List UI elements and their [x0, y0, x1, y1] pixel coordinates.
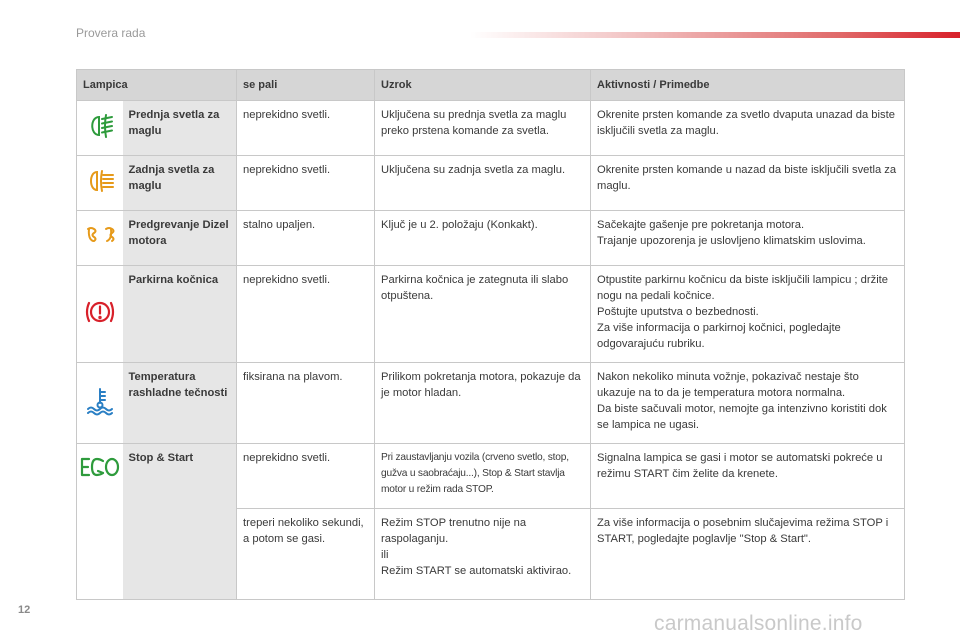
- table-header-row: [77, 70, 905, 101]
- table-row: [77, 211, 905, 266]
- lamp-action: Signalna lampica se gasi i motor se automatski pokreće u režimu START čim želite da krenete.: [591, 444, 905, 509]
- diesel-preheating-icon: [85, 225, 115, 252]
- header-cause: Uzrok: [375, 70, 591, 101]
- table-row: [77, 101, 905, 156]
- table-row: [77, 363, 905, 444]
- lamp-cause: Uključena su zadnja svetla za maglu.: [375, 156, 591, 211]
- table-row: [77, 156, 905, 211]
- lamp-name: Parkirna kočnica: [123, 266, 237, 363]
- header-action: Aktivnosti / Primedbe: [591, 70, 905, 101]
- lamp-cause: Pri zaustavljanju vozila (crveno svetlo, stop, gužva u saobraćaju...), Stop & Start stavlja motor u režim rada STOP.: [375, 444, 591, 509]
- lamp-action: Okrenite prsten komande u nazad da biste isključili svetla za maglu.: [591, 156, 905, 211]
- header-lamp: Lampica: [77, 70, 237, 101]
- lamp-cause: Ključ je u 2. položaju (Konkakt).: [375, 211, 591, 266]
- lamp-name: Temperatura rashladne tečnosti: [123, 363, 237, 444]
- rear-fog-light-icon: [85, 169, 115, 198]
- watermark: carmanualsonline.info: [654, 612, 863, 635]
- lamp-name: Zadnja svetla za maglu: [123, 156, 237, 211]
- lamp-cause: Parkirna kočnica je zategnuta ili slabo otpuštena.: [375, 266, 591, 363]
- lamp-cause: Prilikom pokretanja motora, pokazuje da je motor hladan.: [375, 363, 591, 444]
- lamp-state: treperi nekoliko sekundi, a potom se gasi.: [237, 509, 375, 600]
- parking-brake-icon: [84, 298, 116, 331]
- lamp-action: Okrenite prsten komande za svetlo dvaputa unazad da biste isključili svetla za maglu.: [591, 101, 905, 156]
- lamp-state: neprekidno svetli.: [237, 156, 375, 211]
- table-row: [77, 266, 905, 363]
- warning-lamps-table: [76, 69, 905, 600]
- front-fog-light-icon: [85, 114, 115, 143]
- eco-stop-start-icon: [79, 456, 121, 483]
- lamp-state: neprekidno svetli.: [237, 101, 375, 156]
- lamp-state: neprekidno svetli.: [237, 266, 375, 363]
- header-state: se pali: [237, 70, 375, 101]
- lamp-action: Sačekajte gašenje pre pokretanja motora. Trajanje upozorenja je uslovljeno klimatskim uslovima.: [591, 211, 905, 266]
- lamp-action: Otpustite parkirnu kočnicu da biste isključili lampicu ; držite nogu na pedali kočnice. Poštujte uputstva o bezbednosti. Za više informacija o parkirnoj kočnici, pogledajte odgovarajuću rubriku.: [591, 266, 905, 363]
- page-number: 12: [18, 604, 31, 616]
- section-title: Provera rada: [76, 26, 146, 40]
- lamp-name: Predgrevanje Dizel motora: [123, 211, 237, 266]
- lamp-state: fiksirana na plavom.: [237, 363, 375, 444]
- lamp-cause: Uključena su prednja svetla za maglu preko prstena komande za svetla.: [375, 101, 591, 156]
- lamp-cause: Režim STOP trenutno nije na raspolaganju. ili Režim START se automatski aktivirao.: [375, 509, 591, 600]
- header-accent-bar: [470, 32, 960, 38]
- lamp-name: Stop & Start: [123, 444, 237, 600]
- lamp-state: neprekidno svetli.: [237, 444, 375, 509]
- lamp-state: stalno upaljen.: [237, 211, 375, 266]
- lamp-name: Prednja svetla za maglu: [123, 101, 237, 156]
- lamp-action: Nakon nekoliko minuta vožnje, pokazivač nestaje što ukazuje na to da je temperatura motora normalna. Da biste sačuvali motor, nemojte ga intenzivno koristiti dok se lampica ne ugasi.: [591, 363, 905, 444]
- table-row: [77, 444, 905, 509]
- lamp-action: Za više informacija o posebnim slučajevima režima STOP i START, pogledajte poglavlje "Stop & Start".: [591, 509, 905, 600]
- coolant-temperature-icon: [85, 386, 115, 421]
